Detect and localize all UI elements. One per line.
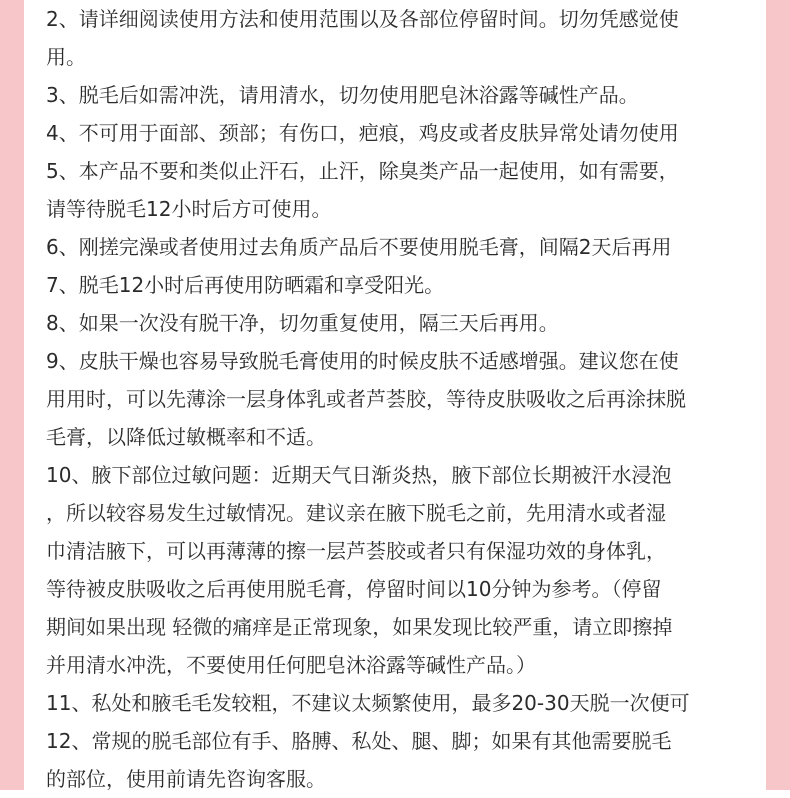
- instructions-panel: [24, 0, 766, 790]
- text-line-10: 9、皮肤干燥也容易导致脱毛膏使用的时候皮肤不适感增强。建议您在使: [46, 349, 679, 373]
- text-line-19: 11、私处和腋毛毛发较粗，不建议太频繁使用，最多20-30天脱一次便可: [46, 691, 690, 715]
- right-pink-border: [766, 0, 790, 790]
- text-line-2: 用。: [46, 45, 86, 69]
- text-line-16: 等待被皮肤吸收之后再使用脱毛膏，停留时间以10分钟为参考。（停留: [46, 577, 662, 601]
- text-line-13: 10、腋下部位过敏问题：近期天气日渐炎热，腋下部位长期被汗水浸泡: [46, 463, 672, 487]
- text-line-1: 2、请详细阅读使用方法和使用范围以及各部位停留时间。切勿凭感觉使: [46, 7, 679, 31]
- left-pink-border: [0, 0, 24, 790]
- text-line-6: 请等待脱毛12小时后方可使用。: [46, 197, 332, 221]
- text-line-3: 3、脱毛后如需冲洗，请用清水，切勿使用肥皂沐浴露等碱性产品。: [46, 83, 639, 107]
- text-line-9: 8、如果一次没有脱干净，切勿重复使用，隔三天后再用。: [46, 311, 559, 335]
- text-line-15: 巾清洁腋下，可以再薄薄的擦一层芦荟胶或者只有保湿功效的身体乳，: [46, 539, 666, 563]
- instructions-text: [46, 0, 766, 798]
- text-line-7: 6、刚搓完澡或者使用过去角质产品后不要使用脱毛膏，间隔2天后再用: [46, 235, 672, 259]
- text-line-4: 4、不可用于面部、颈部；有伤口，疤痕，鸡皮或者皮肤异常处请勿使用: [46, 121, 679, 145]
- text-line-5: 5、本产品不要和类似止汗石，止汗，除臭类产品一起使用，如有需要，: [46, 159, 679, 183]
- text-line-17: 期间如果出现 轻微的痛痒是正常现象，如果发现比较严重，请立即擦掉: [46, 615, 673, 639]
- text-line-20: 12、常规的脱毛部位有手、胳膊、私处、腿、脚；如果有其他需要脱毛: [46, 729, 672, 753]
- text-line-14: ，所以较容易发生过敏情况。建议亲在腋下脱毛之前，先用清水或者湿: [46, 501, 666, 525]
- text-line-11: 用用时，可以先薄涂一层身体乳或者芦荟胶，等待皮肤吸收之后再涂抹脱: [46, 387, 686, 411]
- text-line-18: 并用清水冲洗，不要使用任何肥皂沐浴露等碱性产品。）: [46, 653, 536, 677]
- text-line-8: 7、脱毛12小时后再使用防晒霜和享受阳光。: [46, 273, 445, 297]
- text-line-21: 的部位，使用前请先咨询客服。: [46, 767, 326, 791]
- text-line-12: 毛膏，以降低过敏概率和不适。: [46, 425, 326, 449]
